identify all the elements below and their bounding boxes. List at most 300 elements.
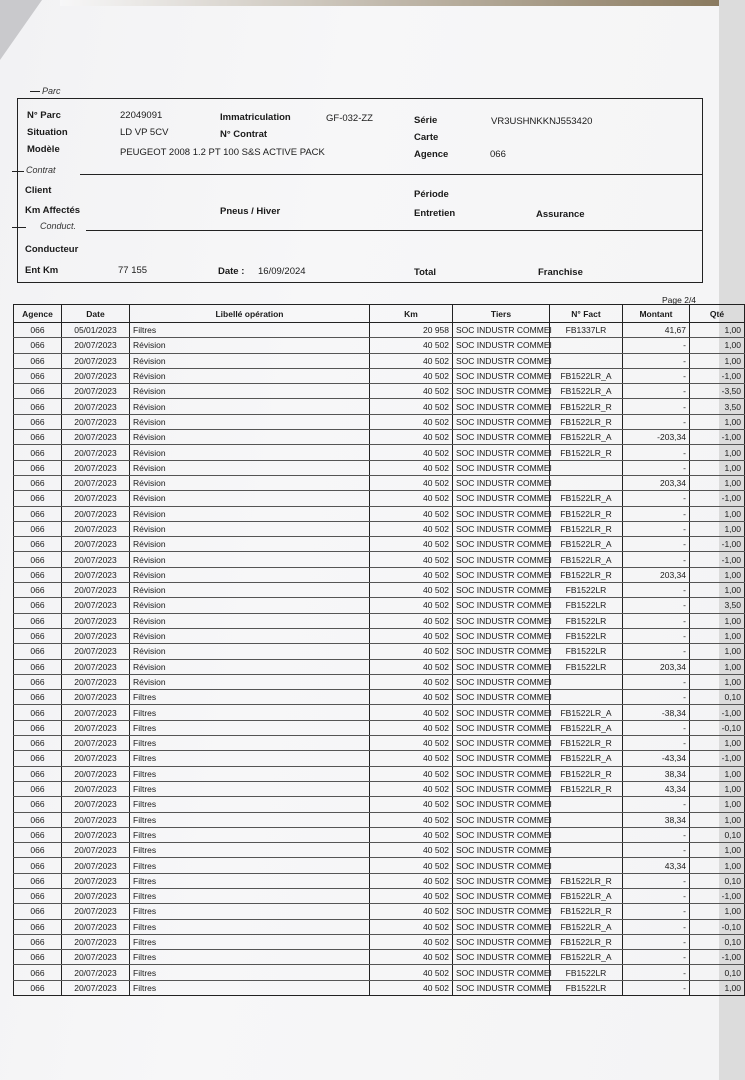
cell-montant: - <box>623 950 690 965</box>
cell-montant: - <box>623 644 690 659</box>
cell-agence: 066 <box>14 445 62 460</box>
cell-tiers: SOC INDUSTR COMMEI <box>453 506 550 521</box>
cell-montant: - <box>623 414 690 429</box>
table-row <box>14 598 745 613</box>
cell-montant: - <box>623 628 690 643</box>
cell-montant: - <box>623 537 690 552</box>
parc-line-left <box>30 91 40 92</box>
cell-libelle: Filtres <box>130 858 370 873</box>
table-row <box>14 368 745 383</box>
cell-date: 20/07/2023 <box>62 567 130 582</box>
cell-tiers: SOC INDUSTR COMMEI <box>453 766 550 781</box>
cell-libelle: Révision <box>130 521 370 536</box>
cell-n-fact: FB1522LR_R <box>550 766 623 781</box>
cell-agence: 066 <box>14 430 62 445</box>
cell-agence: 066 <box>14 552 62 567</box>
cell-montant: - <box>623 598 690 613</box>
cell-qte: 3,50 <box>690 598 745 613</box>
cell-n-fact <box>550 475 623 490</box>
cell-km: 20 958 <box>370 323 453 338</box>
cell-date: 20/07/2023 <box>62 598 130 613</box>
cell-tiers: SOC INDUSTR COMMEI <box>453 353 550 368</box>
agence-value: 066 <box>490 149 506 160</box>
cell-montant: - <box>623 919 690 934</box>
cell-n-fact: FB1522LR <box>550 598 623 613</box>
cell-qte: -1,00 <box>690 430 745 445</box>
cell-agence: 066 <box>14 904 62 919</box>
situation-label: Situation <box>27 127 68 138</box>
cell-agence: 066 <box>14 521 62 536</box>
cell-date: 20/07/2023 <box>62 812 130 827</box>
cell-tiers: SOC INDUSTR COMMEI <box>453 888 550 903</box>
cell-km: 40 502 <box>370 399 453 414</box>
cell-agence: 066 <box>14 858 62 873</box>
contrat-line-left <box>12 171 24 172</box>
cell-montant: - <box>623 521 690 536</box>
cell-libelle: Révision <box>130 537 370 552</box>
cell-libelle: Révision <box>130 384 370 399</box>
cell-qte: 1,00 <box>690 628 745 643</box>
cell-date: 20/07/2023 <box>62 751 130 766</box>
table-row <box>14 475 745 490</box>
table-row <box>14 567 745 582</box>
cell-montant: - <box>623 674 690 689</box>
cell-n-fact: FB1522LR_R <box>550 445 623 460</box>
cell-tiers: SOC INDUSTR COMMEI <box>453 430 550 445</box>
cell-montant: - <box>623 888 690 903</box>
cell-n-fact: FB1522LR_A <box>550 950 623 965</box>
cell-libelle: Révision <box>130 552 370 567</box>
cell-agence: 066 <box>14 338 62 353</box>
cell-montant: - <box>623 552 690 567</box>
cell-qte: -0,10 <box>690 720 745 735</box>
cell-km: 40 502 <box>370 613 453 628</box>
cell-agence: 066 <box>14 720 62 735</box>
header-km: Km <box>370 305 453 323</box>
cell-tiers: SOC INDUSTR COMMEI <box>453 338 550 353</box>
cell-tiers: SOC INDUSTR COMMEI <box>453 751 550 766</box>
cell-qte: -1,00 <box>690 491 745 506</box>
cell-qte: 1,00 <box>690 858 745 873</box>
cell-tiers: SOC INDUSTR COMMEI <box>453 491 550 506</box>
cell-date: 20/07/2023 <box>62 368 130 383</box>
cell-date: 20/07/2023 <box>62 491 130 506</box>
conduct-line-left <box>12 227 26 228</box>
cell-montant: 203,34 <box>623 567 690 582</box>
cell-montant: - <box>623 904 690 919</box>
table-row <box>14 353 745 368</box>
cell-qte: 1,00 <box>690 338 745 353</box>
cell-km: 40 502 <box>370 781 453 796</box>
cell-km: 40 502 <box>370 674 453 689</box>
cell-tiers: SOC INDUSTR COMMEI <box>453 705 550 720</box>
cell-km: 40 502 <box>370 934 453 949</box>
cell-agence: 066 <box>14 781 62 796</box>
header-agence: Agence <box>14 305 62 323</box>
cell-libelle: Révision <box>130 445 370 460</box>
operations-table <box>13 304 745 996</box>
cell-km: 40 502 <box>370 766 453 781</box>
cell-n-fact: FB1522LR_A <box>550 888 623 903</box>
cell-km: 40 502 <box>370 705 453 720</box>
cell-agence: 066 <box>14 950 62 965</box>
entretien-label: Entretien <box>414 208 456 219</box>
immat-value: GF-032-ZZ <box>326 113 373 124</box>
cell-n-fact: FB1522LR_R <box>550 934 623 949</box>
cell-montant: - <box>623 613 690 628</box>
table-row <box>14 323 745 338</box>
serie-label: Série <box>414 115 438 126</box>
client-label: Client <box>25 185 52 196</box>
cell-km: 40 502 <box>370 338 453 353</box>
cell-date: 20/07/2023 <box>62 705 130 720</box>
cell-montant: - <box>623 368 690 383</box>
table-row <box>14 827 745 842</box>
cell-qte: 1,00 <box>690 843 745 858</box>
cell-libelle: Révision <box>130 475 370 490</box>
cell-date: 20/07/2023 <box>62 873 130 888</box>
cell-agence: 066 <box>14 797 62 812</box>
cell-n-fact: FB1522LR_R <box>550 781 623 796</box>
cell-tiers: SOC INDUSTR COMMEI <box>453 475 550 490</box>
cell-n-fact: FB1522LR_A <box>550 384 623 399</box>
cell-km: 40 502 <box>370 888 453 903</box>
cell-n-fact: FB1522LR_R <box>550 399 623 414</box>
cell-tiers: SOC INDUSTR COMMEI <box>453 950 550 965</box>
cell-qte: 0,10 <box>690 827 745 842</box>
cell-date: 20/07/2023 <box>62 430 130 445</box>
cell-libelle: Filtres <box>130 690 370 705</box>
contrat-line-right <box>80 174 702 175</box>
table-row <box>14 552 745 567</box>
table-row <box>14 858 745 873</box>
cell-qte: 1,00 <box>690 506 745 521</box>
cell-n-fact: FB1522LR <box>550 644 623 659</box>
cell-tiers: SOC INDUSTR COMMEI <box>453 628 550 643</box>
n-parc-label: N° Parc <box>27 110 61 121</box>
cell-km: 40 502 <box>370 797 453 812</box>
cell-n-fact: FB1522LR_R <box>550 736 623 751</box>
cell-libelle: Filtres <box>130 705 370 720</box>
cell-tiers: SOC INDUSTR COMMEI <box>453 812 550 827</box>
cell-qte: -0,10 <box>690 919 745 934</box>
cell-agence: 066 <box>14 583 62 598</box>
cell-date: 20/07/2023 <box>62 460 130 475</box>
cell-km: 40 502 <box>370 628 453 643</box>
cell-montant: - <box>623 690 690 705</box>
cell-n-fact <box>550 843 623 858</box>
cell-libelle: Révision <box>130 567 370 582</box>
cell-libelle: Filtres <box>130 766 370 781</box>
cell-km: 40 502 <box>370 919 453 934</box>
cell-date: 20/07/2023 <box>62 965 130 980</box>
cell-montant: - <box>623 797 690 812</box>
cell-montant: - <box>623 965 690 980</box>
cell-date: 20/07/2023 <box>62 475 130 490</box>
cell-libelle: Révision <box>130 368 370 383</box>
cell-qte: -3,50 <box>690 384 745 399</box>
cell-tiers: SOC INDUSTR COMMEI <box>453 644 550 659</box>
header-libelle: Libellé opération <box>130 305 370 323</box>
cell-montant: - <box>623 491 690 506</box>
cell-libelle: Filtres <box>130 904 370 919</box>
cell-km: 40 502 <box>370 644 453 659</box>
cell-n-fact <box>550 674 623 689</box>
cell-date: 20/07/2023 <box>62 506 130 521</box>
cell-date: 20/07/2023 <box>62 384 130 399</box>
cell-libelle: Révision <box>130 613 370 628</box>
table-row <box>14 674 745 689</box>
cell-date: 20/07/2023 <box>62 659 130 674</box>
cell-qte: -1,00 <box>690 537 745 552</box>
cell-libelle: Filtres <box>130 919 370 934</box>
date-label: Date : <box>218 266 245 277</box>
table-row <box>14 399 745 414</box>
cell-km: 40 502 <box>370 950 453 965</box>
cell-km: 40 502 <box>370 430 453 445</box>
cell-tiers: SOC INDUSTR COMMEI <box>453 414 550 429</box>
cell-agence: 066 <box>14 736 62 751</box>
cell-date: 20/07/2023 <box>62 827 130 842</box>
table-row <box>14 491 745 506</box>
table-row <box>14 934 745 949</box>
cell-tiers: SOC INDUSTR COMMEI <box>453 583 550 598</box>
table-row <box>14 873 745 888</box>
cell-date: 20/07/2023 <box>62 950 130 965</box>
table-row <box>14 781 745 796</box>
cell-libelle: Révision <box>130 506 370 521</box>
header-montant: Montant <box>623 305 690 323</box>
cell-qte: 0,10 <box>690 690 745 705</box>
cell-tiers: SOC INDUSTR COMMEI <box>453 674 550 689</box>
cell-qte: 1,00 <box>690 353 745 368</box>
table-row <box>14 919 745 934</box>
cell-tiers: SOC INDUSTR COMMEI <box>453 797 550 812</box>
cell-n-fact: FB1522LR_R <box>550 521 623 536</box>
cell-libelle: Révision <box>130 414 370 429</box>
header-n-fact: N° Fact <box>550 305 623 323</box>
cell-date: 20/07/2023 <box>62 919 130 934</box>
cell-n-fact: FB1522LR_R <box>550 904 623 919</box>
cell-libelle: Filtres <box>130 843 370 858</box>
cell-qte: 1,00 <box>690 904 745 919</box>
cell-montant: - <box>623 338 690 353</box>
cell-agence: 066 <box>14 368 62 383</box>
cell-km: 40 502 <box>370 537 453 552</box>
table-row <box>14 736 745 751</box>
cell-montant: - <box>623 873 690 888</box>
cell-n-fact: FB1522LR_R <box>550 873 623 888</box>
cell-agence: 066 <box>14 980 62 995</box>
cell-km: 40 502 <box>370 583 453 598</box>
n-parc-value: 22049091 <box>120 110 163 121</box>
cell-km: 40 502 <box>370 475 453 490</box>
page-number: Page 2/4 <box>662 295 697 305</box>
cell-tiers: SOC INDUSTR COMMEI <box>453 521 550 536</box>
cell-km: 40 502 <box>370 751 453 766</box>
cell-n-fact: FB1522LR_A <box>550 537 623 552</box>
cell-agence: 066 <box>14 399 62 414</box>
cell-montant: - <box>623 506 690 521</box>
header-tiers: Tiers <box>453 305 550 323</box>
cell-tiers: SOC INDUSTR COMMEI <box>453 567 550 582</box>
cell-agence: 066 <box>14 506 62 521</box>
date-value: 16/09/2024 <box>258 266 306 277</box>
cell-qte: 1,00 <box>690 521 745 536</box>
cell-agence: 066 <box>14 674 62 689</box>
cell-km: 40 502 <box>370 414 453 429</box>
cell-date: 20/07/2023 <box>62 414 130 429</box>
table-row <box>14 430 745 445</box>
cell-date: 20/07/2023 <box>62 613 130 628</box>
cell-montant: - <box>623 353 690 368</box>
cell-tiers: SOC INDUSTR COMMEI <box>453 873 550 888</box>
contrat-number-label: N° Contrat <box>220 129 268 140</box>
cell-tiers: SOC INDUSTR COMMEI <box>453 965 550 980</box>
cell-agence: 066 <box>14 613 62 628</box>
cell-libelle: Filtres <box>130 873 370 888</box>
cell-tiers: SOC INDUSTR COMMEI <box>453 781 550 796</box>
cell-date: 20/07/2023 <box>62 888 130 903</box>
cell-agence: 066 <box>14 766 62 781</box>
cell-libelle: Révision <box>130 659 370 674</box>
cell-montant: -38,34 <box>623 705 690 720</box>
cell-agence: 066 <box>14 384 62 399</box>
cell-n-fact: FB1522LR_R <box>550 506 623 521</box>
cell-km: 40 502 <box>370 659 453 674</box>
cell-n-fact: FB1522LR <box>550 965 623 980</box>
cell-n-fact <box>550 827 623 842</box>
cell-libelle: Révision <box>130 460 370 475</box>
cell-tiers: SOC INDUSTR COMMEI <box>453 399 550 414</box>
cell-date: 20/07/2023 <box>62 674 130 689</box>
cell-libelle: Filtres <box>130 812 370 827</box>
cell-n-fact: FB1522LR_A <box>550 368 623 383</box>
cell-qte: 0,10 <box>690 873 745 888</box>
cell-km: 40 502 <box>370 827 453 842</box>
cell-tiers: SOC INDUSTR COMMEI <box>453 827 550 842</box>
cell-km: 40 502 <box>370 858 453 873</box>
cell-montant: -43,34 <box>623 751 690 766</box>
cell-montant: 38,34 <box>623 766 690 781</box>
table-row <box>14 583 745 598</box>
cell-date: 20/07/2023 <box>62 934 130 949</box>
cell-tiers: SOC INDUSTR COMMEI <box>453 552 550 567</box>
modele-value: PEUGEOT 2008 1.2 PT 100 S&S ACTIVE PACK <box>120 147 325 158</box>
cell-tiers: SOC INDUSTR COMMEI <box>453 537 550 552</box>
cell-agence: 066 <box>14 705 62 720</box>
cell-qte: 1,00 <box>690 613 745 628</box>
cell-montant: 43,34 <box>623 781 690 796</box>
cell-agence: 066 <box>14 475 62 490</box>
cell-qte: 1,00 <box>690 583 745 598</box>
cell-n-fact <box>550 812 623 827</box>
cell-libelle: Filtres <box>130 888 370 903</box>
cell-km: 40 502 <box>370 843 453 858</box>
cell-libelle: Révision <box>130 399 370 414</box>
table-row <box>14 720 745 735</box>
table-row <box>14 537 745 552</box>
cell-n-fact: FB1522LR_R <box>550 567 623 582</box>
agence-label: Agence <box>414 149 449 160</box>
cell-qte: 1,00 <box>690 644 745 659</box>
cell-n-fact <box>550 460 623 475</box>
cell-n-fact: FB1522LR_A <box>550 430 623 445</box>
cell-km: 40 502 <box>370 460 453 475</box>
ent-km-label: Ent Km <box>25 265 59 276</box>
cell-date: 20/07/2023 <box>62 552 130 567</box>
cell-agence: 066 <box>14 353 62 368</box>
table-header-row <box>14 305 745 323</box>
cell-date: 05/01/2023 <box>62 323 130 338</box>
assurance-label: Assurance <box>536 209 585 220</box>
cell-libelle: Filtres <box>130 950 370 965</box>
cell-date: 20/07/2023 <box>62 537 130 552</box>
cell-qte: -1,00 <box>690 751 745 766</box>
cell-n-fact <box>550 797 623 812</box>
folded-corner <box>0 0 42 60</box>
cell-date: 20/07/2023 <box>62 980 130 995</box>
cell-qte: -1,00 <box>690 552 745 567</box>
cell-montant: 203,34 <box>623 659 690 674</box>
header-date: Date <box>62 305 130 323</box>
cell-n-fact <box>550 338 623 353</box>
cell-agence: 066 <box>14 567 62 582</box>
cell-qte: -1,00 <box>690 705 745 720</box>
table-row <box>14 690 745 705</box>
cell-qte: 1,00 <box>690 797 745 812</box>
cell-date: 20/07/2023 <box>62 904 130 919</box>
cell-libelle: Filtres <box>130 980 370 995</box>
table-row <box>14 950 745 965</box>
cell-qte: 1,00 <box>690 414 745 429</box>
cell-libelle: Révision <box>130 338 370 353</box>
table-row <box>14 659 745 674</box>
cell-montant: - <box>623 827 690 842</box>
cell-n-fact: FB1522LR_R <box>550 414 623 429</box>
cell-qte: 1,00 <box>690 766 745 781</box>
cell-qte: 1,00 <box>690 475 745 490</box>
cell-km: 40 502 <box>370 904 453 919</box>
cell-date: 20/07/2023 <box>62 690 130 705</box>
cell-libelle: Révision <box>130 598 370 613</box>
km-affectes-label: Km Affectés <box>25 205 81 216</box>
cell-tiers: SOC INDUSTR COMMEI <box>453 934 550 949</box>
cell-montant: - <box>623 399 690 414</box>
cell-qte: 0,10 <box>690 965 745 980</box>
cell-tiers: SOC INDUSTR COMMEI <box>453 368 550 383</box>
cell-agence: 066 <box>14 460 62 475</box>
cell-tiers: SOC INDUSTR COMMEI <box>453 843 550 858</box>
cell-agence: 066 <box>14 888 62 903</box>
cell-montant: -203,34 <box>623 430 690 445</box>
cell-qte: 1,00 <box>690 781 745 796</box>
cell-montant: - <box>623 843 690 858</box>
cell-qte: 1,00 <box>690 323 745 338</box>
carte-label: Carte <box>414 132 439 143</box>
cell-n-fact: FB1522LR <box>550 980 623 995</box>
page-edge-shadow <box>60 0 719 6</box>
table-row <box>14 384 745 399</box>
cell-km: 40 502 <box>370 965 453 980</box>
cell-libelle: Filtres <box>130 827 370 842</box>
cell-tiers: SOC INDUSTR COMMEI <box>453 613 550 628</box>
cell-qte: 1,00 <box>690 736 745 751</box>
table-row <box>14 506 745 521</box>
cell-montant: - <box>623 460 690 475</box>
table-row <box>14 644 745 659</box>
table-row <box>14 445 745 460</box>
